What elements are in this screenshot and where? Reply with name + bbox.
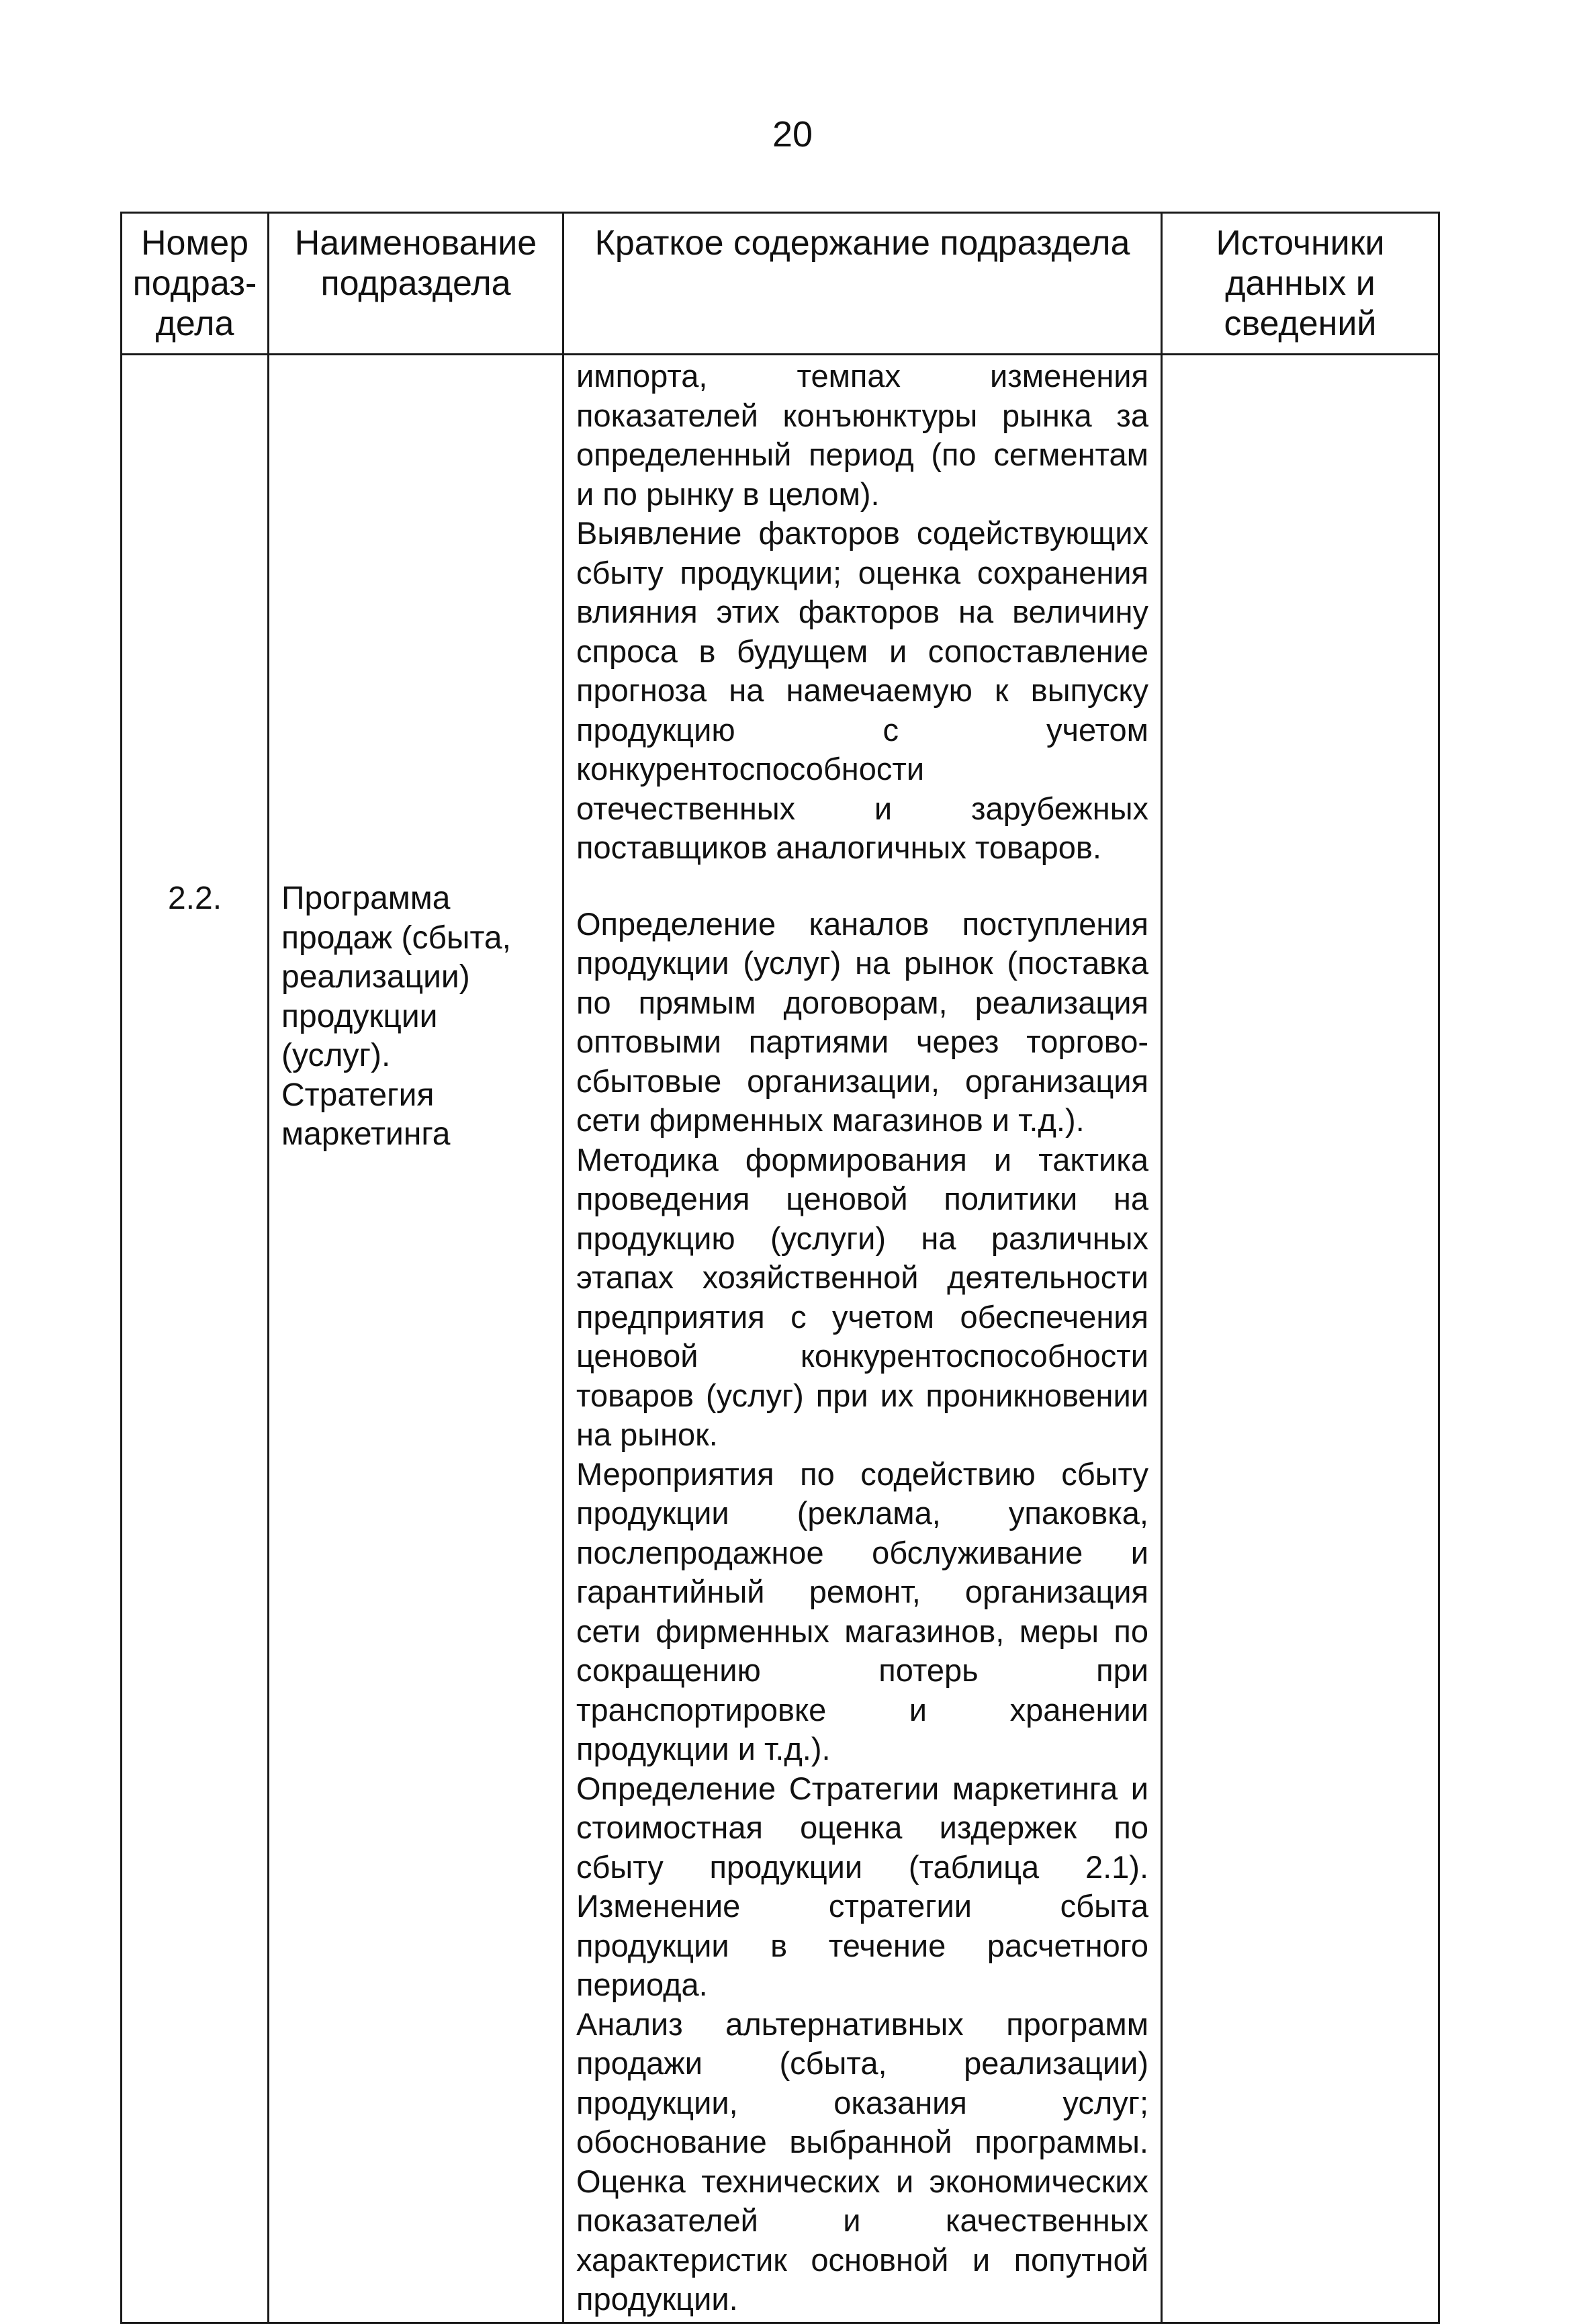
content-paragraph: Выявление факторов содействующих сбыту продукции; оценка сохранения влияния этих факторов на величину спроса в будущем и сопоставление прогноза на намечаемую к выпуску продукцию с учетом конкурентоспособности отечественных и зарубежных поставщиков аналогичных товаров.	[576, 515, 1148, 865]
table-header-row	[122, 213, 1439, 355]
header-content: Краткое содержание подраздела	[563, 213, 1162, 355]
content-paragraph: импорта, темпах изменения показателей конъюнктуры рынка за определенный период (по сегментам и по рынку в целом).	[576, 358, 1148, 512]
header-sources: Источники данных и сведений	[1162, 213, 1439, 355]
row-name: Программа продаж (сбыта, реализации) продукции (услуг). Стратегия маркетинга	[281, 881, 511, 1152]
table-row	[122, 355, 1439, 2323]
row-number: 2.2.	[167, 881, 222, 916]
page-number: 20	[772, 114, 813, 154]
row-number-cell	[122, 355, 269, 2323]
content-paragraph: Анализ альтернативных программ продажи (сбыта, реализации) продукции, оказания услуг; обоснование выбранной программы. Оценка технических и экономических показателей и качественных характеристик основной и попутной продукции.	[576, 2006, 1148, 2317]
content-paragraph: Мероприятия по содействию сбыту продукции (реклама, упаковка, послепродажное обслуживание и гарантийный ремонт, организация сети фирменных магазинов, меры по сокращению потерь при транспортировке и хранении продукции и т.д.).	[576, 1456, 1148, 1767]
row-sources-cell	[1162, 355, 1439, 2323]
row-content-cell	[563, 355, 1162, 2323]
header-number: Номер подраз-дела	[122, 213, 269, 355]
content-paragraph: Определение каналов поступления продукции (услуг) на рынок (поставка по прямым договорам, реализация оптовыми партиями через торгово-сбытовые организации, организация сети фирменных магазинов и т.д.).	[576, 905, 1148, 1138]
header-name: Наименование подраздела	[269, 213, 563, 355]
content-table	[120, 212, 1440, 2324]
content-paragraph: Определение Стратегии маркетинга и стоимостная оценка издержек по сбыту продукции (таблица 2.1). Изменение стратегии сбыта продукции в течение расчетного периода.	[576, 1770, 1148, 2002]
content-paragraph: Методика формирования и тактика проведения ценовой политики на продукцию (услуги) на различных этапах хозяйственной деятельности предприятия с учетом обеспечения ценовой конкурентоспособности товаров (услуг) при их проникновении на рынок.	[576, 1141, 1148, 1452]
row-name-cell	[269, 355, 563, 2323]
